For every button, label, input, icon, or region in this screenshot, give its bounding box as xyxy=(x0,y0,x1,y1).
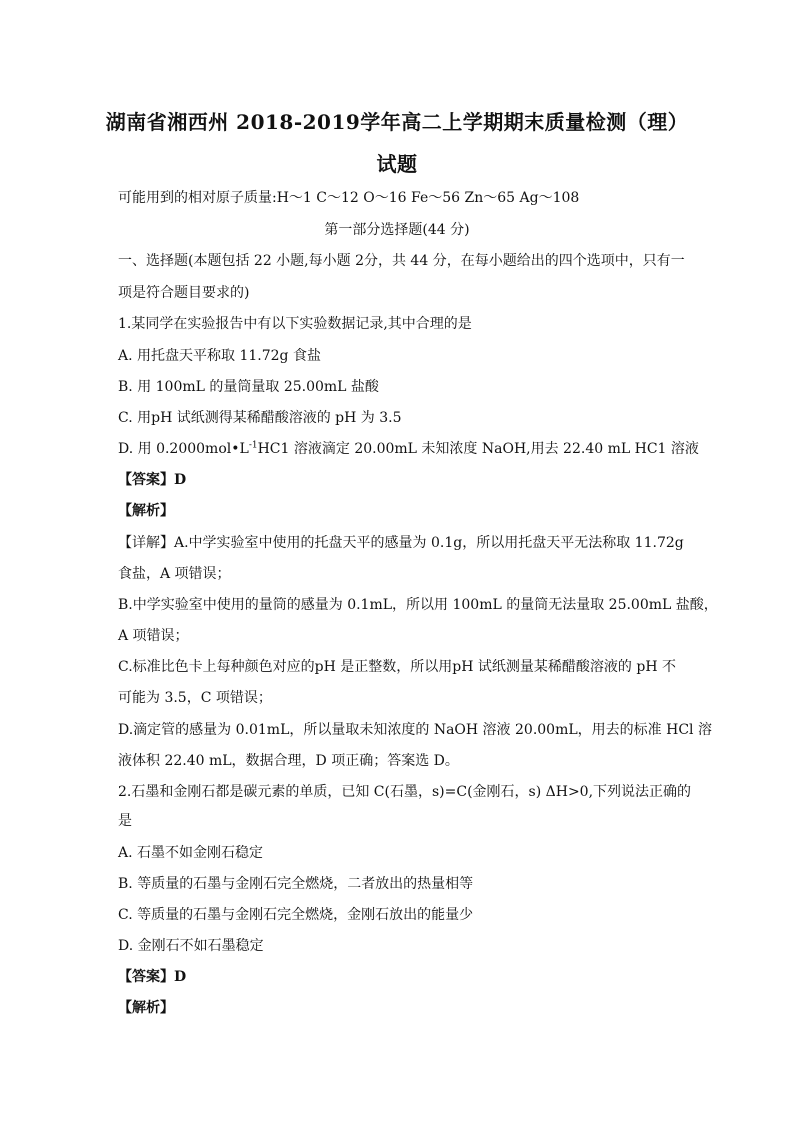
section-intro-line2: 项是符合题目要求的) xyxy=(118,285,250,301)
q1-detail-line2: 食盐，A 项错误； xyxy=(118,566,231,582)
q1-detail-line6: 可能为 3.5，C 项错误； xyxy=(118,690,272,706)
q1-option-c: C. 用pH 试纸测得某稀醋酸溶液的 pH 为 3.5 xyxy=(118,410,402,426)
q1-detail-line3: B.中学实验室中使用的量筒的感量为 0.1mL，所以用 100mL 的量筒无法量取 25.00mL 盐酸， xyxy=(118,597,718,613)
atomic-mass-note: 可能用到的相对原子质量:H～1 C～12 O～16 Fe～56 Zn～65 Ag～108 xyxy=(118,190,580,206)
q1-detail-line5: C.标准比色卡上每种颜色对应的pH 是正整数，所以用pH 试纸测量某稀醋酸溶液的 pH 不 xyxy=(118,659,676,675)
q1-option-b: B. 用 100mL 的量筒量取 25.00mL 盐酸 xyxy=(118,379,379,395)
q2-analysis-label: 【解析】 xyxy=(118,1000,174,1016)
q2-answer: 【答案】D xyxy=(118,969,187,985)
part-heading: 第一部分选择题(44 分) xyxy=(324,222,470,238)
q1-analysis-label: 【解析】 xyxy=(118,503,174,519)
q1-option-a: A. 用托盘天平称取 11.72g 食盐 xyxy=(118,348,321,364)
q2-option-a: A. 石墨不如金刚石稳定 xyxy=(118,845,264,861)
document-title-line1: 湖南省湘西州 2018-2019学年高二上学期期末质量检测（理） xyxy=(105,110,689,134)
document-title-line2: 试题 xyxy=(376,152,418,176)
q1-stem: 1.某同学在实验报告中有以下实验数据记录,其中合理的是 xyxy=(118,316,472,332)
q1-detail-line1: 【详解】A.中学实验室中使用的托盘天平的感量为 0.1g，所以用托盘天平无法称取 11.72g xyxy=(118,535,684,551)
q1-option-d-sup: -1 xyxy=(248,440,258,451)
q1-detail-line4: A 项错误； xyxy=(118,628,189,644)
q2-stem-line1: 2.石墨和金刚石都是碳元素的单质，已知 C(石墨，s)=C(金刚石，s) ΔH>0,下列说法正确的 xyxy=(118,784,692,800)
q2-stem-line2: 是 xyxy=(118,813,132,829)
q2-option-c: C. 等质量的石墨与金刚石完全燃烧，金刚石放出的能量少 xyxy=(118,907,474,923)
q2-option-d: D. 金刚石不如石墨稳定 xyxy=(118,938,264,954)
q1-option-d-pre: D. 用 0.2000mol•L xyxy=(118,441,249,457)
q1-detail-line7: D.滴定管的感量为 0.01mL，所以量取未知浓度的 NaOH 溶液 20.00mL，用去的标准 HCl 溶 xyxy=(118,722,712,738)
q1-detail-line8: 液体积 22.40 mL，数据合理，D 项正确；答案选 D。 xyxy=(118,753,459,769)
q1-option-d xyxy=(118,438,699,458)
q1-answer: 【答案】D xyxy=(118,472,187,488)
section-intro-line1: 一、选择题(本题包括 22 小题,每小题 2分，共 44 分，在每小题给出的四个选项中，只有一 xyxy=(118,253,685,269)
q1-option-d-post: HC1 溶液滴定 20.00mL 未知浓度 NaOH,用去 22.40 mL HC1 溶液 xyxy=(257,441,699,457)
q2-option-b: B. 等质量的石墨与金刚石完全燃烧，二者放出的热量相等 xyxy=(118,876,474,892)
